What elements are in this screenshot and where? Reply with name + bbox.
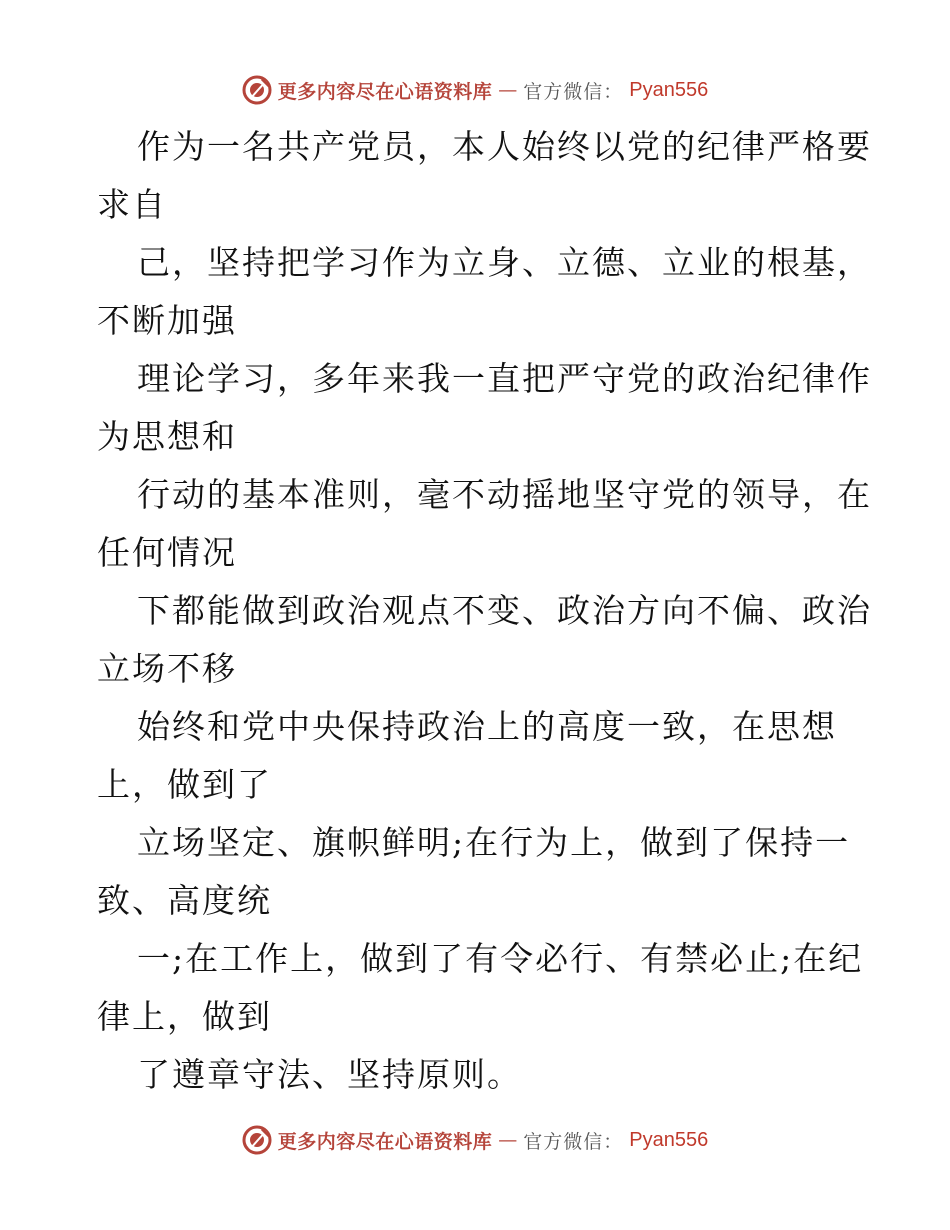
body-line: 致、高度统 bbox=[97, 881, 272, 920]
header-banner bbox=[242, 75, 709, 105]
header-brand-text: 更多内容尽在心语资料库 bbox=[277, 80, 493, 103]
body-line: 律上，做到 bbox=[97, 997, 272, 1036]
body-line: 不断加强 bbox=[97, 301, 237, 340]
footer-wechat-id: Pyan556 bbox=[629, 1128, 709, 1151]
body-line: 始终和党中央保持政治上的高度一致，在思想 bbox=[137, 707, 837, 746]
body-line: 作为一名共产党员，本人始终以党的纪律严格要 bbox=[137, 127, 872, 166]
body-line: 任何情况 bbox=[97, 533, 237, 572]
body-line: 求自 bbox=[97, 185, 167, 224]
footer-banner bbox=[242, 1125, 709, 1155]
pen-logo-icon bbox=[242, 75, 272, 105]
pen-logo-icon bbox=[242, 1125, 272, 1155]
page-header bbox=[0, 70, 950, 110]
footer-wechat-label: 官方微信： bbox=[523, 1130, 624, 1153]
header-dash: — bbox=[498, 79, 518, 101]
body-line: 理论学习，多年来我一直把严守党的政治纪律作 bbox=[137, 359, 872, 398]
body-line: 下都能做到政治观点不变、政治方向不偏、政治 bbox=[137, 591, 872, 630]
footer-brand-text: 更多内容尽在心语资料库 bbox=[277, 1130, 493, 1153]
body-line: 己，坚持把学习作为立身、立德、立业的根基， bbox=[137, 243, 872, 282]
header-wechat-id: Pyan556 bbox=[629, 78, 709, 101]
body-line: 立场坚定、旗帜鲜明;在行为上，做到了保持一 bbox=[137, 823, 851, 862]
footer-dash: — bbox=[498, 1129, 518, 1151]
page-footer bbox=[0, 1120, 950, 1160]
body-line: 了遵章守法、坚持原则。 bbox=[137, 1055, 522, 1094]
header-wechat-label: 官方微信： bbox=[523, 80, 624, 103]
body-line: 为思想和 bbox=[97, 417, 237, 456]
body-line: 立场不移 bbox=[97, 649, 237, 688]
body-line: 行动的基本准则，毫不动摇地坚守党的领导，在 bbox=[137, 475, 872, 514]
body-line: 上，做到了 bbox=[97, 765, 272, 804]
body-line: 一;在工作上，做到了有令必行、有禁必止;在纪 bbox=[137, 939, 864, 978]
document-body bbox=[97, 118, 872, 1104]
